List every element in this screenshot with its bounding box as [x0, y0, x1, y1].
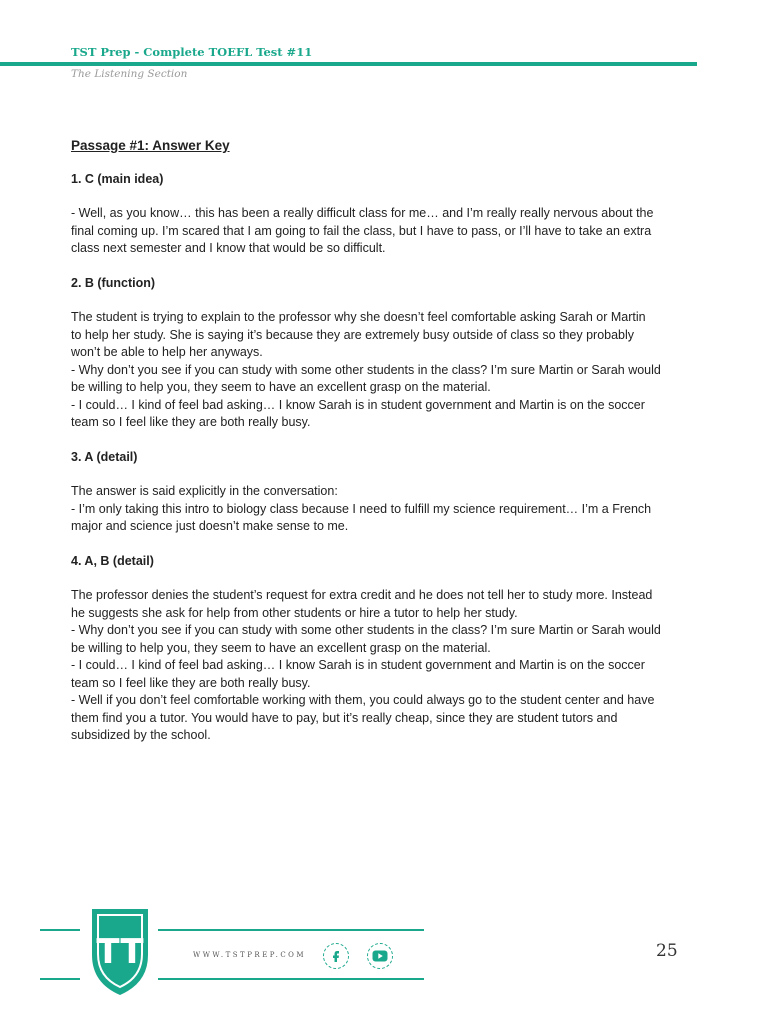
facebook-icon[interactable]: [323, 943, 349, 969]
footer-rule: [158, 978, 424, 980]
answer-explanation: [71, 483, 699, 536]
header-title: TST Prep - Complete TOEFL Test #11: [71, 45, 313, 59]
explanation-line: team so I feel like they are both really busy.: [71, 415, 311, 429]
explanation-line: them find you a tutor. You would have to pay, but it’s really cheap, since they are student tutors and: [71, 710, 618, 725]
explanation-line: class next semester and I know that would be so difficult.: [71, 241, 386, 255]
explanation-line: - I could… I kind of feel bad asking… I know Sarah is in student government and Martin is on the soccer: [71, 658, 645, 672]
answer-explanation: [71, 587, 699, 745]
explanation-line: - I could… I kind of feel bad asking… I know Sarah is in student government and Martin is on the soccer: [71, 397, 645, 412]
explanation-line: - I’m only taking this intro to biology class because I need to fulfill my science requirement… I’m a French: [71, 501, 652, 516]
questions-list: [71, 171, 699, 745]
answer-key-content: [71, 137, 699, 762]
answer-explanation: [71, 309, 699, 432]
explanation-line: final coming up. I’m scared that I am going to fail the class, but I have to pass, or I’ll have to take an extra: [71, 223, 652, 238]
answer-block: [71, 449, 699, 536]
explanation-line: he suggests she ask for help from other students or hire a tutor to help her study.: [71, 605, 518, 620]
page-footer: [0, 905, 768, 1024]
explanation-line: - Why don’t you see if you can study with some other students in the class? I’m sure Martin or Sarah would: [71, 623, 661, 637]
explanation-line: to help her study. She is saying it’s because they are extremely busy outside of class so they probably: [71, 327, 635, 342]
website-url[interactable]: WWW.TSTPREP.COM: [193, 951, 307, 959]
footer-rule: [158, 929, 424, 931]
footer-rule: [40, 978, 80, 980]
tst-logo: [84, 905, 156, 997]
footer-rule: [40, 929, 80, 931]
header-rule: [0, 62, 697, 66]
answer-block: [71, 275, 699, 432]
youtube-icon[interactable]: [367, 943, 393, 969]
answer-explanation: [71, 205, 699, 258]
explanation-line: team so I feel like they are both really busy.: [71, 675, 311, 690]
explanation-line: - Why don’t you see if you can study with some other students in the class? I’m sure Martin or Sarah would: [71, 362, 661, 377]
explanation-line: The student is trying to explain to the professor why she doesn’t feel comfortable asking Sarah or Martin: [71, 310, 646, 324]
question-heading: 1. C (main idea): [71, 171, 164, 186]
explanation-line: be willing to help you, they seem to have an excellent grasp on the material.: [71, 640, 491, 655]
answer-block: [71, 553, 699, 745]
explanation-line: - Well if you don’t feel comfortable working with them, you could always go to the student center and have: [71, 693, 655, 707]
explanation-line: won’t be able to help her anyways.: [71, 345, 263, 359]
explanation-line: The professor denies the student’s request for extra credit and he does not tell her to study more. Instead: [71, 588, 653, 602]
page-number: 25: [656, 941, 678, 961]
explanation-line: The answer is said explicitly in the conversation:: [71, 484, 338, 498]
explanation-line: - Well, as you know… this has been a really difficult class for me… and I’m really really nervous about the: [71, 206, 654, 220]
logo-text: TT: [96, 932, 144, 972]
answer-block: [71, 171, 699, 258]
explanation-line: be willing to help you, they seem to have an excellent grasp on the material.: [71, 380, 491, 394]
explanation-line: subsidized by the school.: [71, 728, 211, 742]
question-heading: 4. A, B (detail): [71, 553, 154, 568]
explanation-line: major and science just doesn’t make sense to me.: [71, 519, 349, 533]
header-subtitle: The Listening Section: [71, 68, 188, 80]
passage-title: Passage #1: Answer Key: [71, 138, 230, 153]
question-heading: 3. A (detail): [71, 449, 138, 464]
question-heading: 2. B (function): [71, 275, 156, 290]
